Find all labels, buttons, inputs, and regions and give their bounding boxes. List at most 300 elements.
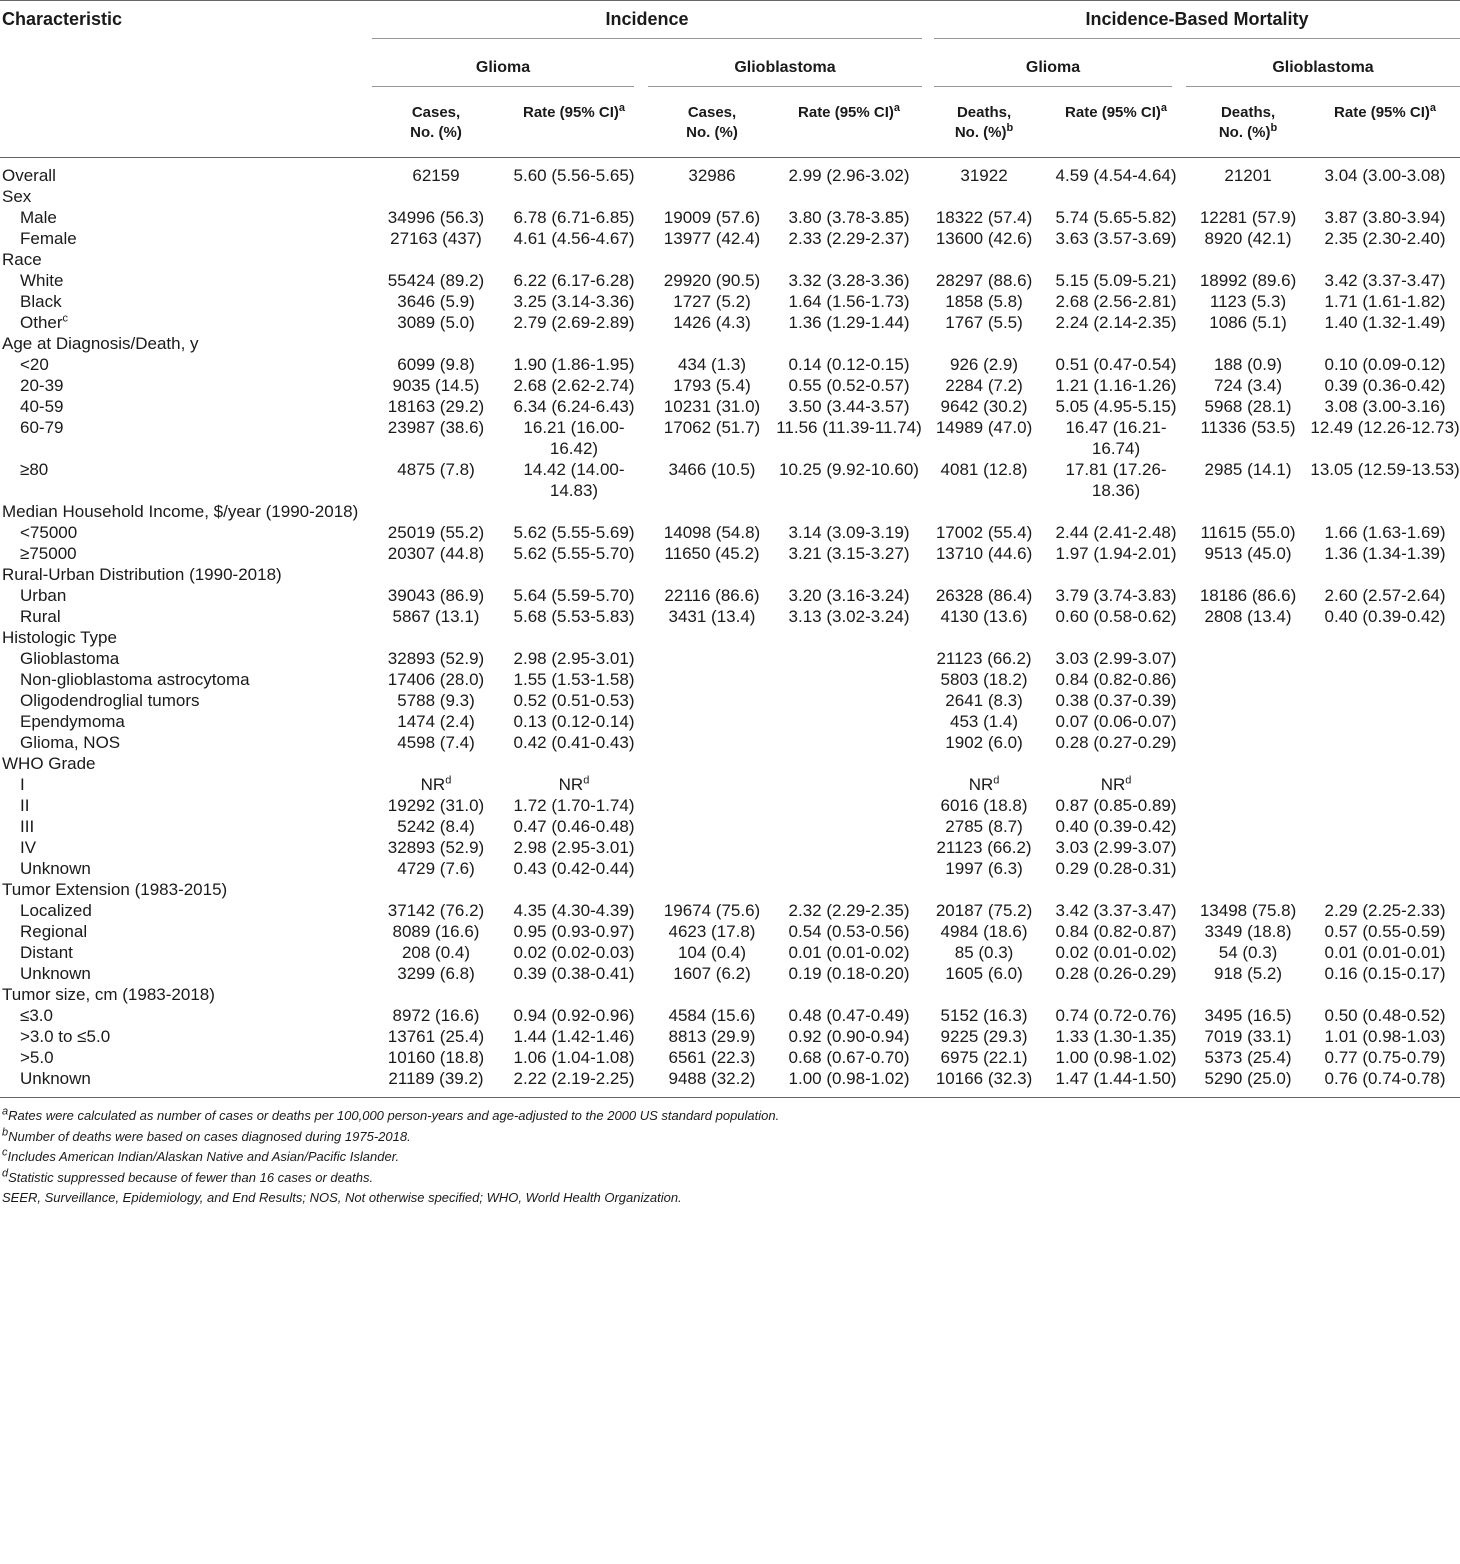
cell-value: 0.19 (0.18-0.20) bbox=[788, 964, 910, 983]
cell-value: 5803 (18.2) bbox=[940, 670, 1028, 689]
table-cell bbox=[1046, 1068, 1186, 1098]
table-row bbox=[0, 375, 1460, 396]
cell-value: 2.60 (2.57-2.64) bbox=[1324, 586, 1446, 605]
table-cell bbox=[776, 858, 922, 879]
table-cell bbox=[648, 606, 776, 627]
mortality-header-label: Incidence-Based Mortality bbox=[934, 9, 1460, 39]
cell-value: 0.68 (0.67-0.70) bbox=[788, 1048, 910, 1067]
cell-value: 2.33 (2.29-2.37) bbox=[788, 229, 910, 248]
table-cell bbox=[372, 774, 500, 795]
cell-value: 0.39 (0.38-0.41) bbox=[513, 964, 635, 983]
table-cell bbox=[648, 228, 776, 249]
table-cell bbox=[1186, 543, 1310, 564]
table-cell bbox=[648, 690, 776, 711]
cell-value: 1.44 (1.42-1.46) bbox=[513, 1027, 635, 1046]
cell-value: 1123 (5.3) bbox=[1209, 292, 1287, 311]
table-row bbox=[0, 816, 1460, 837]
table-cell bbox=[1046, 375, 1186, 396]
table-cell bbox=[500, 795, 648, 816]
cell-value: 0.47 (0.46-0.48) bbox=[513, 817, 635, 836]
table-cell bbox=[1310, 207, 1460, 228]
cell-value: 918 (5.2) bbox=[1214, 964, 1283, 983]
characteristic-header: Characteristic bbox=[2, 9, 123, 29]
footnote-marker: a bbox=[618, 102, 625, 114]
table-cell bbox=[648, 795, 776, 816]
table-row bbox=[0, 900, 1460, 921]
cell-value: 23987 (38.6) bbox=[387, 418, 485, 437]
table-cell bbox=[372, 711, 500, 732]
table-row bbox=[0, 417, 1460, 459]
row-label bbox=[0, 417, 372, 459]
table-cell bbox=[372, 732, 500, 753]
table-cell bbox=[648, 1047, 776, 1068]
table-row bbox=[0, 522, 1460, 543]
table-cell bbox=[1310, 879, 1460, 900]
row-label bbox=[0, 1068, 372, 1098]
row-label bbox=[0, 753, 372, 774]
footnote-marker: d bbox=[583, 774, 590, 787]
cell-value: 1.01 (0.98-1.03) bbox=[1324, 1027, 1446, 1046]
row-label bbox=[0, 186, 372, 207]
table-row bbox=[0, 1026, 1460, 1047]
footnote-text: Rates were calculated as number of cases or deaths per 100,000 person-years and age-adjusted to the 2000 US standard population. bbox=[8, 1108, 780, 1123]
row-label-text: Tumor Extension (1983-2015) bbox=[2, 880, 228, 899]
cell-value: 1902 (6.0) bbox=[945, 733, 1023, 752]
table-row bbox=[0, 837, 1460, 858]
table-cell bbox=[372, 312, 500, 333]
table-cell bbox=[1186, 669, 1310, 690]
cell-value: 13761 (25.4) bbox=[387, 1027, 485, 1046]
cell-value: 20307 (44.8) bbox=[387, 544, 485, 563]
table-cell bbox=[776, 921, 922, 942]
table-cell bbox=[648, 900, 776, 921]
cell-value: 14.42 (14.00-14.83) bbox=[523, 460, 625, 500]
row-label-text: >5.0 bbox=[20, 1048, 54, 1067]
cell-value: 10166 (32.3) bbox=[935, 1069, 1033, 1088]
cell-value: 4729 (7.6) bbox=[397, 859, 475, 878]
table-cell bbox=[500, 942, 648, 963]
table-row bbox=[0, 984, 1460, 1005]
footnote-marker: a bbox=[2, 1105, 9, 1118]
table-cell bbox=[648, 270, 776, 291]
table-cell bbox=[372, 795, 500, 816]
cell-value: 3.03 (2.99-3.07) bbox=[1055, 838, 1177, 857]
table-cell bbox=[500, 669, 648, 690]
table-row bbox=[0, 648, 1460, 669]
row-label bbox=[0, 816, 372, 837]
row-label-text: Regional bbox=[20, 922, 88, 941]
cell-value: 4875 (7.8) bbox=[397, 460, 475, 479]
table-cell bbox=[1186, 375, 1310, 396]
table-cell bbox=[1310, 795, 1460, 816]
cell-value: 17.81 (17.26-18.36) bbox=[1065, 460, 1167, 500]
cell-value: 0.16 (0.15-0.17) bbox=[1324, 964, 1446, 983]
table-cell bbox=[1310, 921, 1460, 942]
table-row bbox=[0, 627, 1460, 648]
row-label bbox=[0, 690, 372, 711]
table-cell bbox=[776, 1047, 922, 1068]
cell-value: 3.80 (3.78-3.85) bbox=[788, 208, 910, 227]
cell-value: 1.71 (1.61-1.82) bbox=[1324, 292, 1446, 311]
table-cell bbox=[1046, 1047, 1186, 1068]
table-cell bbox=[500, 459, 648, 501]
table-cell bbox=[372, 158, 500, 187]
cell-value: 4984 (18.6) bbox=[940, 922, 1028, 941]
row-label-text: Non-glioblastoma astrocytoma bbox=[20, 670, 250, 689]
table-row bbox=[0, 795, 1460, 816]
table-cell bbox=[1310, 375, 1460, 396]
table-cell bbox=[1046, 585, 1186, 606]
table-cell bbox=[776, 879, 922, 900]
cell-value: 0.28 (0.26-0.29) bbox=[1055, 964, 1177, 983]
row-label-text: Unknown bbox=[20, 964, 91, 983]
row-label-text: Other bbox=[20, 313, 63, 332]
table-cell bbox=[922, 1068, 1046, 1098]
table-cell bbox=[1186, 1047, 1310, 1068]
cell-value: 12.49 (12.26-12.73) bbox=[1310, 418, 1460, 437]
table-cell bbox=[1046, 249, 1186, 270]
cell-value: 1997 (6.3) bbox=[945, 859, 1023, 878]
table-cell bbox=[1046, 158, 1186, 187]
incidence-glioblastoma-label: Glioblastoma bbox=[648, 57, 922, 87]
row-label bbox=[0, 312, 372, 333]
table-cell bbox=[922, 606, 1046, 627]
cell-value: 1.47 (1.44-1.50) bbox=[1055, 1069, 1177, 1088]
table-cell bbox=[922, 732, 1046, 753]
table-cell bbox=[776, 249, 922, 270]
table-cell bbox=[776, 207, 922, 228]
cell-value: 5.68 (5.53-5.83) bbox=[513, 607, 635, 626]
table-row bbox=[0, 564, 1460, 585]
table-cell bbox=[372, 270, 500, 291]
table-cell bbox=[372, 627, 500, 648]
table-cell bbox=[372, 942, 500, 963]
table-cell bbox=[500, 270, 648, 291]
table-row bbox=[0, 459, 1460, 501]
table-cell bbox=[648, 837, 776, 858]
row-label bbox=[0, 270, 372, 291]
table-cell bbox=[500, 732, 648, 753]
cell-value: 21189 (39.2) bbox=[388, 1069, 484, 1088]
table-cell bbox=[372, 690, 500, 711]
cell-value: 16.47 (16.21-16.74) bbox=[1065, 418, 1167, 458]
table-cell bbox=[648, 522, 776, 543]
cell-value: 3.21 (3.15-3.27) bbox=[788, 544, 910, 563]
row-label bbox=[0, 249, 372, 270]
cell-value: 188 (0.9) bbox=[1214, 355, 1283, 374]
col-label-line2: No. (%) bbox=[686, 124, 738, 141]
cell-value: 3.08 (3.00-3.16) bbox=[1324, 397, 1446, 416]
table-cell bbox=[776, 396, 922, 417]
cell-value: 17002 (55.4) bbox=[935, 523, 1033, 542]
row-label bbox=[0, 564, 372, 585]
cell-value: 0.10 (0.09-0.12) bbox=[1324, 355, 1446, 374]
table-cell bbox=[1186, 186, 1310, 207]
table-cell bbox=[1186, 774, 1310, 795]
table-cell bbox=[922, 249, 1046, 270]
table-cell bbox=[1310, 774, 1460, 795]
row-label bbox=[0, 228, 372, 249]
row-label bbox=[0, 459, 372, 501]
table-cell bbox=[1310, 186, 1460, 207]
cell-value: 2785 (8.7) bbox=[945, 817, 1023, 836]
table-footnotes bbox=[0, 1098, 1460, 1209]
table-cell bbox=[1310, 816, 1460, 837]
table-cell bbox=[372, 522, 500, 543]
cell-value: 4081 (12.8) bbox=[940, 460, 1028, 479]
row-label-text: >3.0 to ≤5.0 bbox=[20, 1027, 111, 1046]
footnote-text: Statistic suppressed because of fewer than 16 cases or deaths. bbox=[8, 1169, 374, 1185]
cell-value: 7019 (33.1) bbox=[1204, 1027, 1292, 1046]
cell-value: 9513 (45.0) bbox=[1204, 544, 1292, 563]
cell-value: 1.36 (1.34-1.39) bbox=[1324, 544, 1446, 563]
table-cell bbox=[776, 312, 922, 333]
cell-value: 0.28 (0.27-0.29) bbox=[1055, 733, 1177, 752]
cell-value: 1.33 (1.30-1.35) bbox=[1055, 1027, 1177, 1046]
table-cell bbox=[1186, 879, 1310, 900]
cell-value: 1607 (6.2) bbox=[673, 964, 751, 983]
table-cell bbox=[776, 753, 922, 774]
row-label bbox=[0, 879, 372, 900]
cell-value: 14989 (47.0) bbox=[935, 418, 1033, 437]
table-cell bbox=[776, 942, 922, 963]
cell-value: 2.68 (2.62-2.74) bbox=[513, 376, 635, 395]
table-cell bbox=[776, 417, 922, 459]
footnote bbox=[2, 1106, 1460, 1127]
table-cell bbox=[922, 291, 1046, 312]
footnote-marker: c bbox=[62, 312, 69, 325]
col-label-line1: Cases, bbox=[411, 104, 461, 121]
cell-value: 26328 (86.4) bbox=[935, 586, 1033, 605]
table-cell bbox=[1310, 270, 1460, 291]
row-label-text: Race bbox=[2, 250, 42, 269]
cell-value: 32986 bbox=[688, 166, 736, 185]
cell-value: 2.24 (2.14-2.35) bbox=[1055, 313, 1177, 332]
table-cell bbox=[1186, 984, 1310, 1005]
table-cell bbox=[922, 1005, 1046, 1026]
table-cell bbox=[648, 942, 776, 963]
table-cell bbox=[648, 249, 776, 270]
row-label-text: ≤3.0 bbox=[20, 1006, 53, 1025]
table-cell bbox=[372, 1068, 500, 1098]
cell-value: 18992 (89.6) bbox=[1199, 271, 1297, 290]
cell-value: 3.03 (2.99-3.07) bbox=[1055, 649, 1177, 668]
table-row bbox=[0, 942, 1460, 963]
table-cell bbox=[372, 669, 500, 690]
table-cell bbox=[500, 207, 648, 228]
table-cell bbox=[1046, 879, 1186, 900]
table-cell bbox=[648, 1026, 776, 1047]
col-label-line1: Deaths, bbox=[956, 104, 1012, 121]
table-cell bbox=[500, 333, 648, 354]
cell-value: 39043 (86.9) bbox=[387, 586, 485, 605]
col-cases-glioblastoma bbox=[648, 95, 776, 158]
col-rate-glioma bbox=[500, 95, 648, 158]
table-cell bbox=[1186, 732, 1310, 753]
cell-value: 1.40 (1.32-1.49) bbox=[1324, 313, 1446, 332]
cell-value: 1474 (2.4) bbox=[397, 712, 475, 731]
cell-value: 62159 bbox=[412, 166, 460, 185]
table-cell bbox=[1186, 522, 1310, 543]
table-cell bbox=[1186, 333, 1310, 354]
cell-value: 5242 (8.4) bbox=[397, 817, 475, 836]
table-cell bbox=[1046, 522, 1186, 543]
cell-value: 0.54 (0.53-0.56) bbox=[788, 922, 910, 941]
row-label bbox=[0, 795, 372, 816]
cell-value: 1.64 (1.56-1.73) bbox=[788, 292, 910, 311]
table-cell bbox=[1310, 1026, 1460, 1047]
row-label-text: Ependymoma bbox=[20, 712, 125, 731]
table-cell bbox=[372, 900, 500, 921]
table-cell bbox=[372, 606, 500, 627]
cell-value: 12281 (57.9) bbox=[1199, 208, 1297, 227]
cell-value: 2.68 (2.56-2.81) bbox=[1055, 292, 1177, 311]
cell-value: 18322 (57.4) bbox=[935, 208, 1033, 227]
table-cell bbox=[1046, 1026, 1186, 1047]
table-cell bbox=[648, 158, 776, 187]
table-cell bbox=[1186, 942, 1310, 963]
table-cell bbox=[1046, 648, 1186, 669]
table-cell bbox=[1046, 228, 1186, 249]
row-label-text: Glioblastoma bbox=[20, 649, 120, 668]
table-cell bbox=[1186, 270, 1310, 291]
row-label bbox=[0, 375, 372, 396]
cell-value: 0.39 (0.36-0.42) bbox=[1324, 376, 1446, 395]
table-row bbox=[0, 858, 1460, 879]
col-label-line1: Deaths, bbox=[1220, 104, 1276, 121]
table-cell bbox=[372, 186, 500, 207]
footnote-marker: b bbox=[2, 1126, 9, 1139]
table-cell bbox=[500, 417, 648, 459]
cell-value: 0.84 (0.82-0.87) bbox=[1055, 922, 1177, 941]
table-cell bbox=[1310, 627, 1460, 648]
table-cell bbox=[922, 984, 1046, 1005]
table-cell bbox=[648, 816, 776, 837]
cell-value: 2284 (7.2) bbox=[945, 376, 1023, 395]
table-cell bbox=[1310, 501, 1460, 522]
table-cell bbox=[1046, 690, 1186, 711]
table-cell bbox=[1046, 564, 1186, 585]
cell-value: 3.20 (3.16-3.24) bbox=[788, 586, 910, 605]
col-deaths-glioma bbox=[922, 95, 1046, 158]
cell-value: 10.25 (9.92-10.60) bbox=[779, 460, 919, 479]
cell-value: 1.00 (0.98-1.02) bbox=[788, 1069, 910, 1088]
cell-value: 13.05 (12.59-13.53) bbox=[1310, 460, 1460, 479]
cell-value: 25019 (55.2) bbox=[387, 523, 485, 542]
table-cell bbox=[372, 417, 500, 459]
cell-value: 3495 (16.5) bbox=[1204, 1006, 1292, 1025]
table-cell bbox=[500, 858, 648, 879]
row-label-text: Sex bbox=[2, 187, 32, 206]
cell-value: 724 (3.4) bbox=[1214, 376, 1283, 395]
table-cell bbox=[922, 1026, 1046, 1047]
table-cell bbox=[1046, 333, 1186, 354]
table-cell bbox=[1310, 564, 1460, 585]
table-cell bbox=[776, 375, 922, 396]
table-cell bbox=[372, 585, 500, 606]
cell-value: 2.79 (2.69-2.89) bbox=[513, 313, 635, 332]
col-mrate-glioblastoma bbox=[1310, 95, 1460, 158]
table-cell bbox=[1186, 1068, 1310, 1098]
cell-value: 0.29 (0.28-0.31) bbox=[1055, 859, 1177, 878]
table-cell bbox=[922, 186, 1046, 207]
table-cell bbox=[1046, 186, 1186, 207]
footnote-marker: c bbox=[2, 1146, 8, 1159]
cell-value: 0.14 (0.12-0.15) bbox=[788, 355, 910, 374]
table-cell bbox=[1310, 963, 1460, 984]
cell-value: 6.22 (6.17-6.28) bbox=[513, 271, 635, 290]
table-row bbox=[0, 207, 1460, 228]
cell-value: 32893 (52.9) bbox=[387, 649, 485, 668]
table-cell bbox=[922, 522, 1046, 543]
cell-value: 2.35 (2.30-2.40) bbox=[1324, 229, 1446, 248]
table-cell bbox=[648, 1068, 776, 1098]
table-cell bbox=[1186, 501, 1310, 522]
cell-value: 1793 (5.4) bbox=[673, 376, 751, 395]
incidence-header bbox=[372, 1, 922, 48]
cell-value: 28297 (88.6) bbox=[935, 271, 1033, 290]
cell-value: 3.87 (3.80-3.94) bbox=[1324, 208, 1446, 227]
cell-value: 1.66 (1.63-1.69) bbox=[1324, 523, 1446, 542]
cell-value: 11.56 (11.39-11.74) bbox=[776, 418, 922, 437]
row-label-text: IV bbox=[20, 838, 37, 857]
table-cell bbox=[648, 354, 776, 375]
table-cell bbox=[776, 795, 922, 816]
cell-value: 3466 (10.5) bbox=[668, 460, 756, 479]
table-cell bbox=[1186, 711, 1310, 732]
cell-value: 1.72 (1.70-1.74) bbox=[513, 796, 635, 815]
table-cell bbox=[1186, 1026, 1310, 1047]
table-cell bbox=[922, 900, 1046, 921]
table-cell bbox=[1310, 459, 1460, 501]
row-label bbox=[0, 396, 372, 417]
footnote bbox=[2, 1127, 1460, 1148]
cell-value: 6561 (22.3) bbox=[668, 1048, 756, 1067]
table-cell bbox=[922, 375, 1046, 396]
table-cell bbox=[922, 543, 1046, 564]
table-cell bbox=[372, 858, 500, 879]
table-cell bbox=[1310, 984, 1460, 1005]
table-cell bbox=[922, 795, 1046, 816]
table-row bbox=[0, 711, 1460, 732]
table-cell bbox=[500, 249, 648, 270]
cell-value: 20187 (75.2) bbox=[935, 901, 1033, 920]
cell-value: 3.79 (3.74-3.83) bbox=[1055, 586, 1177, 605]
cell-value: 8920 (42.1) bbox=[1204, 229, 1292, 248]
row-label bbox=[0, 606, 372, 627]
row-label-text: <75000 bbox=[20, 523, 78, 542]
cell-value: 104 (0.4) bbox=[677, 943, 747, 962]
row-label-text: Rural bbox=[20, 607, 61, 626]
table-cell bbox=[922, 711, 1046, 732]
table-cell bbox=[776, 270, 922, 291]
cell-value: 85 (0.3) bbox=[954, 943, 1014, 962]
row-label bbox=[0, 942, 372, 963]
table-cell bbox=[776, 522, 922, 543]
footnote-marker: a bbox=[1429, 102, 1437, 114]
table-row bbox=[0, 312, 1460, 333]
table-cell bbox=[922, 585, 1046, 606]
table-cell bbox=[1186, 312, 1310, 333]
row-label-text: <20 bbox=[20, 355, 49, 374]
row-label bbox=[0, 774, 372, 795]
table-cell bbox=[648, 585, 776, 606]
table-row bbox=[0, 921, 1460, 942]
table-cell bbox=[922, 417, 1046, 459]
table-cell bbox=[1186, 207, 1310, 228]
table-cell bbox=[500, 1026, 648, 1047]
row-label bbox=[0, 501, 372, 522]
